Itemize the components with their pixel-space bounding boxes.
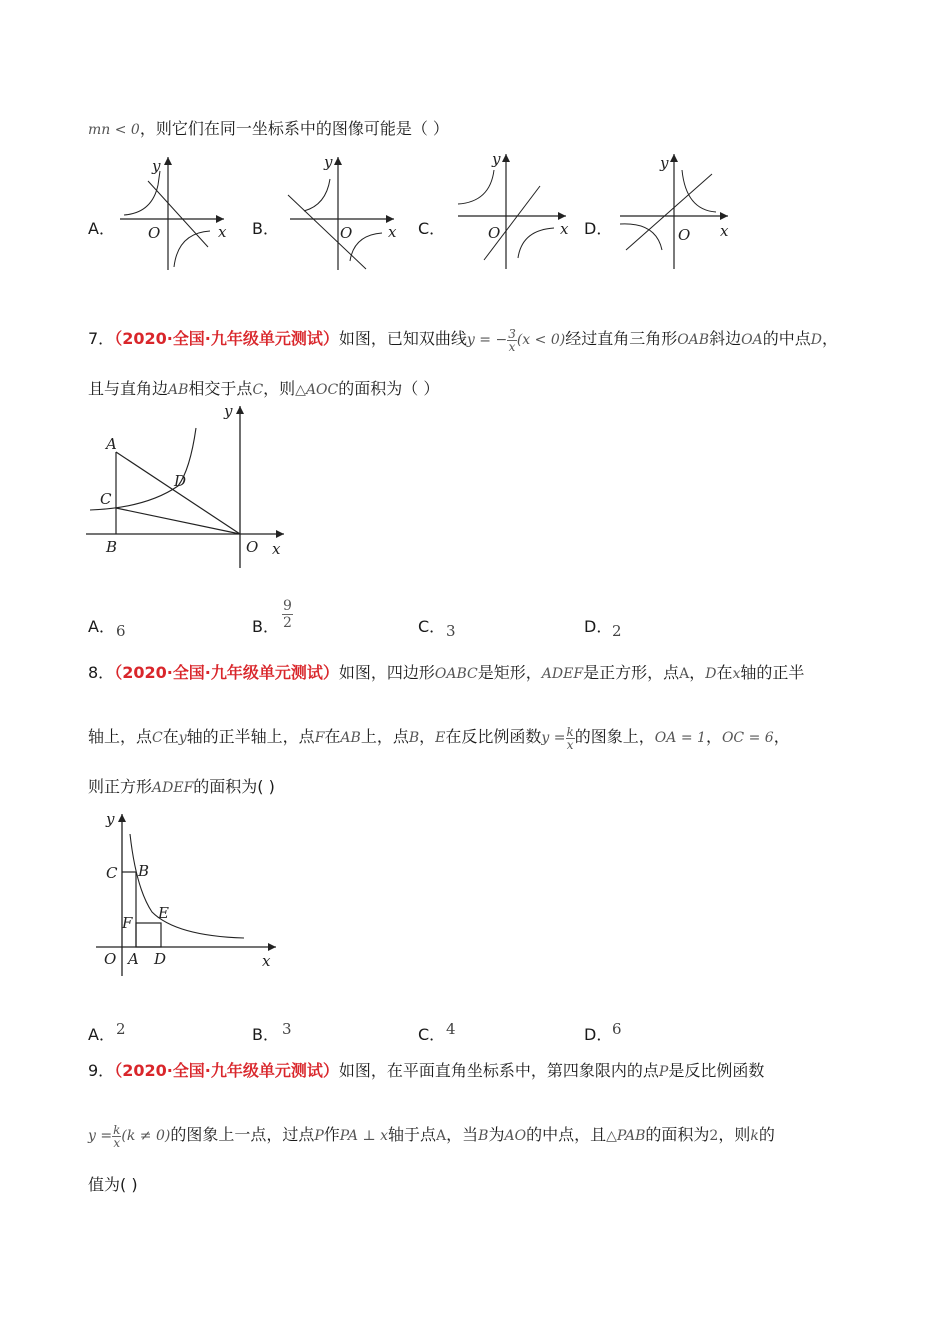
q7-l2b: 相交于点 (188, 379, 253, 398)
q8-oc: OC = 6 (721, 730, 774, 746)
q8-func-lhs: y = (541, 730, 566, 746)
q6-stem (88, 116, 449, 139)
q8-label-b: B (138, 862, 150, 880)
q6-graph-a (112, 155, 232, 275)
q8-t1: 如图，四边形 (338, 663, 435, 682)
q8-answer-a-label: A． (88, 1025, 115, 1044)
q8-rect: OABC (434, 666, 478, 682)
q8-pe: E (435, 730, 446, 746)
q7-func (466, 326, 566, 354)
q8-t6: 轴的正半 (740, 663, 805, 682)
q7-l2a: 且与直角边 (88, 379, 169, 398)
q6-condition: mn < 0 (88, 122, 140, 138)
q7-text-5: ， (821, 329, 838, 348)
q9-line-2 (88, 1122, 775, 1149)
q8-answer-a-value: 2 (116, 1020, 126, 1038)
q7-l2c: ，则 (263, 379, 296, 398)
q7-area: △AOC (295, 382, 339, 398)
q8-label-o: O (104, 950, 117, 968)
q8-l2d: 在 (324, 727, 341, 746)
q8-line-1 (88, 660, 804, 683)
q8-pc: C (152, 730, 163, 746)
q7-label-y: y (224, 402, 233, 420)
q9-line-1 (88, 1058, 764, 1081)
q8-func-num: k (566, 724, 574, 739)
q8-l2e: 上，点 (360, 727, 409, 746)
q9-t2: 是反比例函数 (668, 1061, 765, 1080)
q9-ao: AO (504, 1128, 527, 1144)
q8-answer-b-value: 3 (282, 1020, 292, 1038)
q8-answer-c-label: C． (418, 1025, 446, 1044)
q7-answer-d-value: 2 (612, 622, 622, 640)
q7-answer-b-den: 2 (283, 615, 292, 631)
q9-l2g: 的面积为 (645, 1125, 710, 1144)
q6-c-origin: O (488, 224, 501, 242)
q9-func-den: x (113, 1135, 121, 1150)
q8-func-frac (566, 726, 575, 751)
q7-line-2 (88, 376, 439, 399)
q8-t3: 是正方形，点 (583, 663, 680, 682)
q8-l2b: 在 (162, 727, 179, 746)
q7-label-c: C (100, 490, 112, 508)
q8-source: （2020·全国·九年级单元测试） (114, 663, 339, 682)
q7-leg: AB (168, 382, 189, 398)
q8-oa: OA = 1 (654, 730, 706, 746)
q6-b-origin: O (340, 224, 353, 242)
q7-answer-c-label: C． (418, 617, 446, 636)
q8-func (541, 724, 574, 752)
q7-answer-b-num: 9 (283, 598, 292, 614)
q9-t1: 如图，在平面直角坐标系中，第四象限内的点 (338, 1061, 659, 1080)
q9-l2d: ，当 (446, 1125, 479, 1144)
q7-text-4: 的中点 (762, 329, 811, 348)
q6-d-x-label: x (720, 222, 729, 240)
q8-label-x: x (262, 952, 271, 970)
q8-l3a: 则正方形 (88, 777, 153, 796)
q7-number: 7． (88, 329, 115, 348)
q7-text-3: 斜边 (709, 329, 742, 348)
q8-answer-d-value: 6 (612, 1020, 622, 1038)
q9-l3: 值为( ) (88, 1175, 138, 1194)
q8-l2h: 的图象上， (574, 727, 655, 746)
q7-line-1 (88, 326, 838, 353)
q8-t5: 在 (716, 663, 733, 682)
q9-func-frac (112, 1124, 121, 1149)
q9-l2e: 为 (488, 1125, 505, 1144)
q7-label-x: x (272, 540, 281, 558)
q9-perp: PA ⊥ x (339, 1128, 388, 1144)
q8-l2a: 轴上，点 (88, 727, 153, 746)
q7-hyp: OA (741, 332, 763, 348)
q8-label-a: A (128, 950, 139, 968)
q8-line-2 (88, 724, 790, 751)
q8-number: 8． (88, 663, 115, 682)
q6-c-x-label: x (560, 220, 569, 238)
q7-label-o: O (246, 538, 259, 556)
q6-option-b-label: B． (252, 219, 279, 238)
q7-func-lhs: y = − (466, 332, 508, 348)
q9-pp: P (658, 1064, 669, 1080)
q7-l2d: 的面积为（ ） (338, 379, 440, 398)
q6-graph-b (282, 155, 402, 275)
q8-l2i: ， (705, 727, 722, 746)
q9-func-num: k (113, 1122, 121, 1137)
q9-func (88, 1122, 171, 1150)
q8-label-d: D (154, 950, 167, 968)
q8-t2: 是矩形， (477, 663, 542, 682)
q6-text: ，则它们在同一坐标系中的图像可能是（ ） (139, 119, 449, 138)
q8-l3b: 的面积为( ) (193, 777, 275, 796)
q7-source: （2020·全国·九年级单元测试） (114, 329, 339, 348)
q8-answer-c-value: 4 (446, 1020, 456, 1038)
q7-tri: OAB (677, 332, 710, 348)
q7-label-b: B (106, 538, 118, 556)
q8-func-den: x (566, 737, 574, 752)
q6-option-a-label: A． (88, 219, 115, 238)
q8-answer-d-label: D． (584, 1025, 613, 1044)
q8-line-3 (88, 774, 275, 797)
q8-sq: ADEF (541, 666, 584, 682)
q6-c-y-label: y (492, 150, 501, 168)
q8-seg: AB (340, 730, 361, 746)
q7-figure (86, 400, 306, 570)
q8-ax: x (732, 666, 741, 682)
q8-sq2: ADEF (152, 780, 194, 796)
q7-func-frac (507, 328, 517, 353)
q9-func-cond: (k ≠ 0) (121, 1128, 171, 1144)
q8-l2c: 轴的正半轴上，点 (186, 727, 315, 746)
q6-b-x-label: x (388, 223, 397, 241)
q8-l2f: ， (419, 727, 436, 746)
q7-answer-b-label: B． (252, 617, 279, 636)
q8-t4: ， (689, 663, 706, 682)
q9-l2b: 作 (323, 1125, 340, 1144)
q9-func-lhs: y = (88, 1128, 113, 1144)
q6-b-y-label: y (324, 153, 333, 171)
q7-text-2: 经过直角三角形 (565, 329, 678, 348)
q7-text-1: 如图，已知双曲线 (338, 329, 467, 348)
q9-pk: k (750, 1128, 759, 1144)
q9-l2i: 的 (758, 1125, 775, 1144)
q7-label-d: D (174, 472, 187, 490)
q9-source: （2020·全国·九年级单元测试） (114, 1061, 339, 1080)
q9-pb: B (478, 1128, 489, 1144)
q7-answer-a-value: 6 (116, 622, 126, 640)
q9-l2c: 轴于点 (388, 1125, 437, 1144)
q6-option-d-label: D． (584, 219, 613, 238)
q7-answer-d-label: D． (584, 617, 613, 636)
q8-label-f: F (122, 914, 133, 932)
q8-label-y: y (106, 810, 115, 828)
q9-number: 9． (88, 1061, 115, 1080)
q7-ptc: C (252, 382, 264, 398)
q6-a-origin: O (148, 224, 161, 242)
q7-answer-b-frac (282, 598, 293, 631)
q9-l2f: 的中点，且 (526, 1125, 607, 1144)
q7-mid: D (810, 332, 822, 348)
q6-graph-c (450, 152, 580, 272)
q8-label-e: E (158, 904, 169, 922)
q7-label-a: A (106, 435, 117, 453)
q6-d-origin: O (678, 226, 691, 244)
q9-l2h: ，则 (718, 1125, 751, 1144)
q8-label-c: C (106, 864, 118, 882)
q6-a-x-label: x (218, 223, 227, 241)
q8-ay: y (178, 730, 187, 746)
q6-graph-d (616, 152, 746, 272)
q6-d-y-label: y (660, 154, 669, 172)
q8-pd: D (705, 666, 717, 682)
q6-option-c-label: C． (418, 219, 446, 238)
q9-tri: △PAB (606, 1128, 646, 1144)
q9-line-3 (88, 1172, 138, 1195)
q9-pp2: P (314, 1128, 324, 1144)
q8-answer-b-label: B． (252, 1025, 279, 1044)
q8-l2j: ， (773, 727, 790, 746)
q7-answer-a-label: A． (88, 617, 115, 636)
q8-pb: B (408, 730, 420, 746)
q7-func-num: 3 (508, 326, 516, 341)
q8-pf: F (314, 730, 325, 746)
q9-l2a: 的图象上一点，过点 (170, 1125, 315, 1144)
q9-pa: A (436, 1128, 447, 1144)
q8-figure (96, 808, 296, 978)
q7-func-cond: (x < 0) (516, 332, 566, 348)
q7-func-den: x (508, 339, 516, 354)
q7-answer-c-value: 3 (446, 622, 456, 640)
q6-a-y-label: y (152, 157, 161, 175)
q8-pa: A (679, 666, 690, 682)
q8-l2g: 在反比例函数 (445, 727, 542, 746)
q9-two: 2 (709, 1128, 719, 1144)
